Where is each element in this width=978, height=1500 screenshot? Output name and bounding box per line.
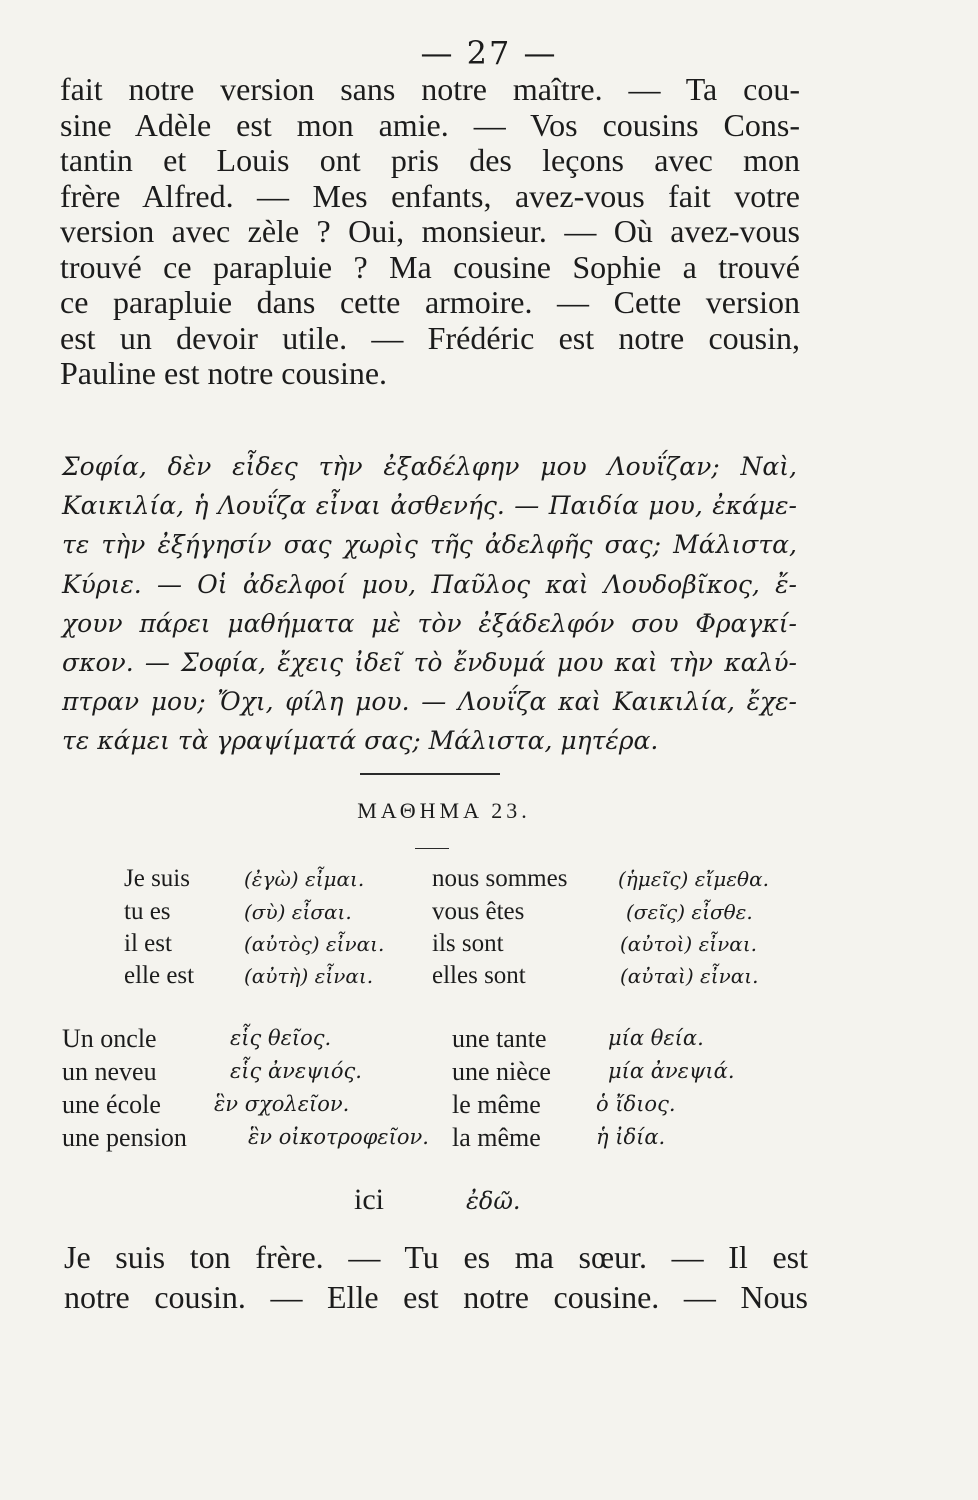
- text-line: πτραν μου; Ὄχι, φίλη μου. — Λουΐζα καὶ Καικιλία, ἔχε-: [62, 687, 797, 717]
- vocabulary-row-ici: [0, 1183, 978, 1223]
- greek-word: ἡ ἰδία.: [596, 1125, 666, 1149]
- text-line: Καικιλία, ἡ Λουΐζα εἶναι ἀσθενής. — Παιδία μου, ἐκάμε-: [62, 491, 797, 521]
- page-number: 27: [466, 34, 512, 72]
- text-line: τε κάμει τὰ γραψίματά σας; Μάλιστα, μητέρα.: [62, 726, 659, 756]
- greek-word: ἓν οἰκοτροφεῖον.: [248, 1125, 429, 1149]
- lesson-heading: ΜΑΘΗΜΑ 23.: [357, 798, 531, 823]
- greek-word: μία θεία.: [608, 1026, 704, 1050]
- greek-word: ὁ ἴδιος.: [596, 1092, 676, 1116]
- text-line: fait notre version sans notre maître. — Ta cou-: [60, 71, 800, 107]
- section-divider: [360, 773, 500, 775]
- vocabulary-row: [62, 1057, 782, 1091]
- french-form: ils sont: [432, 930, 504, 957]
- french-word: la même: [452, 1123, 541, 1152]
- greek-form: (αὐτὴ) εἶναι.: [244, 964, 374, 988]
- heading-underline: [415, 848, 449, 849]
- french-form: elle est: [124, 962, 195, 989]
- greek-word: εἷς θεῖος.: [230, 1026, 332, 1050]
- greek-form: (ἡμεῖς) εἴμεθα.: [618, 867, 769, 891]
- greek-form: (αὐτὸς) εἶναι.: [244, 932, 385, 956]
- french-word: ici: [354, 1183, 384, 1216]
- french-word: Un oncle: [62, 1024, 157, 1053]
- greek-word: ἐδῶ.: [466, 1187, 521, 1215]
- french-form: nous sommes: [432, 865, 568, 892]
- text-line: est un devoir utile. — Frédéric est notre cousin,: [60, 319, 800, 356]
- text-line: τε τὴν ἐξήγησίν σας χωρὶς τῆς ἀδελφῆς σας; Μάλιστα,: [62, 530, 797, 560]
- greek-form: (αὐταὶ) εἶναι.: [620, 964, 759, 988]
- greek-form: (σεῖς) εἶσθε.: [626, 900, 753, 924]
- text-line: Je suis ton frère. — Tu es ma sœur. — Il est: [64, 1239, 808, 1275]
- conjugation-row: [124, 962, 824, 994]
- text-line: Pauline est notre cousine.: [60, 355, 388, 391]
- french-form: Je suis: [124, 865, 190, 892]
- greek-form: (σὺ) εἶσαι.: [244, 900, 352, 924]
- conjugation-row: [124, 865, 824, 897]
- greek-exercise-paragraph: [62, 447, 797, 761]
- text-line: Σοφία, δὲν εἶδες τὴν ἐξαδέλφην μου Λουΐζαν; Ναὶ,: [62, 452, 797, 481]
- french-form: elles sont: [432, 962, 526, 989]
- french-word: une tante: [452, 1024, 547, 1053]
- text-line: ce parapluie dans cette armoire. — Cette version: [60, 284, 800, 320]
- text-line: sine Adèle est mon amie. — Vos cousins Cons-: [60, 106, 800, 143]
- vocabulary-row: [62, 1123, 782, 1157]
- conjugation-row: [124, 898, 824, 930]
- french-form: tu es: [124, 898, 171, 925]
- conjugation-row: [124, 930, 824, 962]
- greek-form: (ἐγὼ) εἶμαι.: [244, 867, 365, 891]
- french-word: une nièce: [452, 1057, 551, 1086]
- greek-form: (αὐτοὶ) εἶναι.: [620, 932, 758, 956]
- practice-sentences-paragraph: [64, 1237, 808, 1317]
- text-line: Κύριε. — Οἱ ἀδελφοί μου, Παῦλος καὶ Λουδοβῖκος, ἔ-: [62, 569, 797, 599]
- french-word: un neveu: [62, 1057, 157, 1086]
- vocabulary-row: [62, 1090, 782, 1124]
- french-word: une école: [62, 1090, 161, 1119]
- greek-word: εἷς ἀνεψιός.: [230, 1059, 362, 1083]
- greek-word: ἓν σχολεῖον.: [214, 1092, 350, 1116]
- page-number-mark-left: —: [420, 34, 455, 72]
- french-form: vous êtes: [432, 898, 525, 925]
- french-exercise-paragraph: [60, 72, 800, 392]
- page-number-header: [0, 34, 978, 72]
- vocabulary-row: [62, 1024, 782, 1058]
- french-word: une pension: [62, 1123, 187, 1152]
- french-form: il est: [124, 930, 172, 957]
- french-word: le même: [452, 1090, 541, 1119]
- greek-word: μία ἀνεψιά.: [608, 1059, 735, 1083]
- page-number-mark-right: —: [523, 34, 558, 72]
- text-line: χουν πάρει μαθήματα μὲ τὸν ἐξάδελφόν σου Φραγκί-: [62, 608, 797, 638]
- text-line: σκον. — Σοφία, ἔχεις ἰδεῖ τὸ ἔνδυμά μου καὶ τὴν καλύ-: [62, 648, 797, 678]
- text-line: version avec zèle ? Oui, monsieur. — Où avez-vous: [60, 213, 800, 249]
- text-line: tantin et Louis ont pris des leçons avec mon: [60, 142, 800, 178]
- text-line: frère Alfred. — Mes enfants, avez-vous fait votre: [60, 177, 800, 214]
- text-line: notre cousin. — Elle est notre cousine. — Nous: [64, 1279, 808, 1315]
- text-line: trouvé ce parapluie ? Ma cousine Sophie a trouvé: [60, 248, 800, 285]
